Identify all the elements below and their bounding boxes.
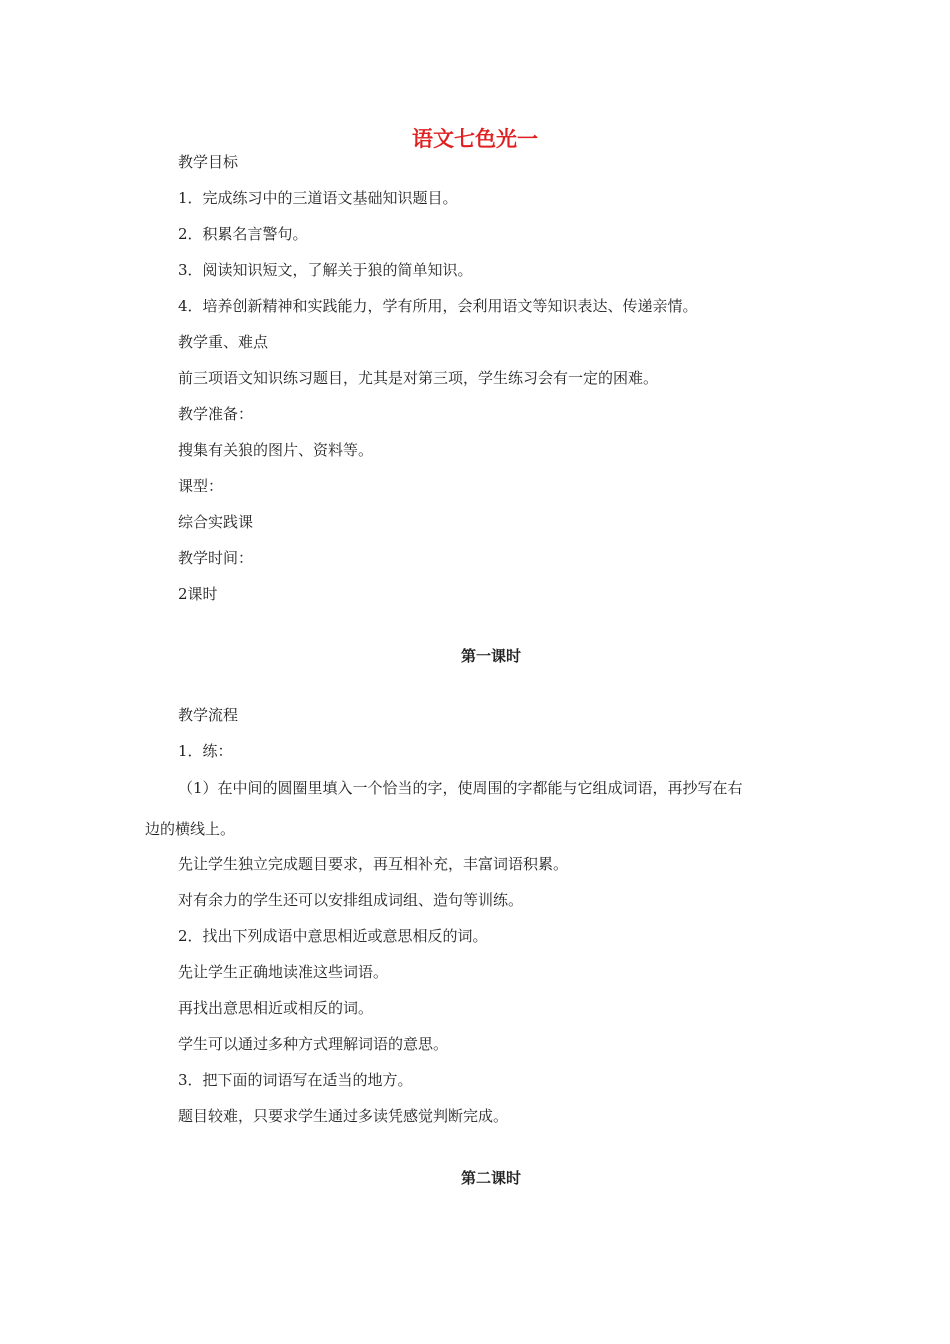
- process-text: 对有余力的学生还可以安排组成词组、造句等训练。: [178, 891, 524, 909]
- process-text: 先让学生正确地读准这些词语。: [178, 963, 389, 981]
- process-text: 学生可以通过多种方式理解词语的意思。: [178, 1035, 449, 1053]
- section-label-process: 教学流程: [178, 706, 239, 724]
- process-text: 再找出意思相近或相反的词。: [178, 999, 374, 1017]
- objective-item: 3．阅读知识短文，了解关于狼的简单知识。: [178, 261, 473, 279]
- section-label-lesson-type: 课型：: [178, 477, 224, 495]
- objective-item: 4．培养创新精神和实践能力，学有所用，会利用语文等知识表达、传递亲情。: [178, 297, 698, 315]
- time-text: 2课时: [178, 585, 218, 603]
- heading-second-lesson: 第二课时: [460, 1169, 521, 1187]
- section-label-objectives: 教学目标: [178, 153, 239, 171]
- key-points-text: 前三项语文知识练习题目，尤其是对第三项，学生练习会有一定的困难。: [178, 369, 659, 387]
- document-title: 语文七色光一: [412, 127, 538, 151]
- preparation-text: 搜集有关狼的图片、资料等。: [178, 441, 374, 459]
- process-text: 先让学生独立完成题目要求，再互相补充，丰富词语积累。: [178, 855, 569, 873]
- process-step: 3．把下面的词语写在适当的地方。: [178, 1071, 413, 1089]
- exercise-paragraph-line2: 边的横线上。: [145, 820, 236, 838]
- process-text: 题目较难，只要求学生通过多读凭感觉判断完成。: [178, 1107, 509, 1125]
- section-label-time: 教学时间：: [178, 549, 254, 567]
- process-step: 2．找出下列成语中意思相近或意思相反的词。: [178, 927, 488, 945]
- exercise-paragraph-line1: （1）在中间的圆圈里填入一个恰当的字，使周围的字都能与它组成词语，再抄写在右: [178, 779, 743, 797]
- objective-item: 1．完成练习中的三道语文基础知识题目。: [178, 189, 458, 207]
- lesson-type-text: 综合实践课: [178, 513, 254, 531]
- objective-item: 2．积累名言警句。: [178, 225, 308, 243]
- section-label-preparation: 教学准备：: [178, 405, 254, 423]
- process-step: 1．练：: [178, 742, 233, 760]
- heading-first-lesson: 第一课时: [460, 647, 521, 665]
- section-label-key-points: 教学重、难点: [178, 333, 269, 351]
